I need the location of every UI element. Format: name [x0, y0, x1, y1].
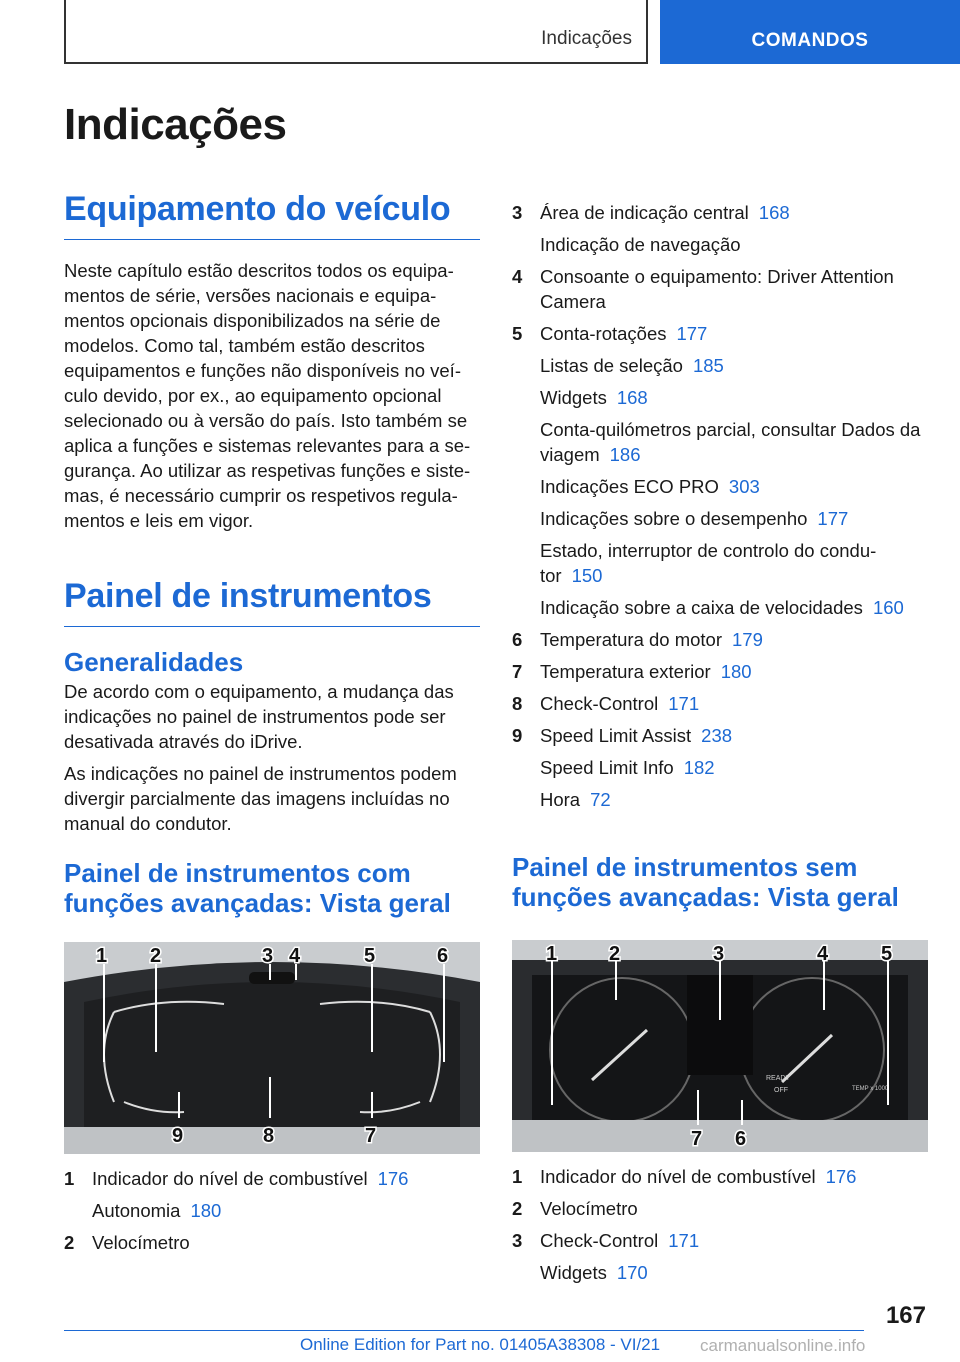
page-number: 167: [885, 1302, 926, 1329]
list-item-text: Indicação de navegação: [540, 234, 741, 255]
fig2-label: 2: [609, 943, 621, 965]
page-ref-link[interactable]: 185: [692, 355, 724, 376]
cluster-basic-illustration: [512, 940, 928, 1152]
list-item-text: Listas de seleção: [540, 355, 683, 376]
fig1-label: 6: [437, 945, 449, 967]
list-item-text: Speed Limit Info: [540, 757, 674, 778]
general-paragraph-1: De acordo com o equipamento, a mudança das indicações no painel de instrumentos pode ser desativada através do iDrive.: [64, 681, 454, 752]
list-item-text: Widgets: [540, 387, 607, 408]
list-item-number: [512, 417, 540, 467]
list-item-text: Speed Limit Assist: [540, 725, 692, 746]
fig1-label: 4: [289, 945, 301, 967]
list-item-number: [512, 353, 540, 378]
list-item-text: Estado, interruptor de controlo do condutor: [540, 540, 877, 586]
legend-list-basic: [512, 1164, 928, 1285]
header-chapter-tab[interactable]: [660, 0, 960, 64]
left-column: [64, 190, 480, 1255]
general-paragraph-2: As indicações no painel de instrumentos podem divergir parcialmente das imagens incluídas no manual do condutor.: [64, 763, 457, 834]
fig2-label: 3: [713, 943, 725, 965]
page-ref-link[interactable]: 171: [668, 693, 700, 714]
fig2-text-temp: TEMP x 1000: [852, 1086, 889, 1092]
list-item: [512, 755, 928, 780]
subheading-basic-overview: Painel de instrumentos sem funções avançadas: Vista geral: [512, 852, 899, 912]
list-item-number: [512, 1260, 540, 1285]
list-item-number: 1: [512, 1166, 523, 1187]
list-item-text: Widgets: [540, 1262, 607, 1283]
list-item-number: [512, 232, 540, 257]
list-item: [512, 264, 928, 314]
list-item-number: [512, 506, 540, 531]
page-ref-link[interactable]: 170: [616, 1262, 648, 1283]
page-ref-link[interactable]: 150: [571, 565, 603, 586]
list-item-number: 8: [512, 693, 523, 714]
list-item: [512, 474, 928, 499]
fig1-label: 1: [96, 945, 108, 967]
watermark: carmanualsonline.info: [700, 1336, 866, 1355]
list-item: [512, 787, 928, 812]
list-item: [512, 417, 928, 467]
list-item-text: Indicador do nível de combustível: [540, 1166, 816, 1187]
list-item-text: Temperatura do motor: [540, 629, 723, 650]
page-ref-link[interactable]: 177: [676, 323, 708, 344]
list-item-number: [512, 538, 540, 588]
list-item-text: Hora: [540, 789, 581, 810]
instrument-cluster-advanced-figure: [64, 942, 480, 1154]
page-ref-link[interactable]: 182: [683, 757, 715, 778]
list-item-text: Check-Control: [540, 693, 659, 714]
page-ref-link[interactable]: 171: [668, 1230, 700, 1251]
legend-list-advanced: [64, 1166, 480, 1255]
fig1-label: 5: [364, 945, 376, 967]
list-item: [512, 538, 928, 588]
instrument-cluster-basic-figure: [512, 940, 928, 1152]
subheading-advanced-overview: Painel de instrumentos com funções avançadas: Vista geral: [64, 858, 451, 918]
list-item-text: Área de indicação central: [540, 202, 749, 223]
fig1-label: 9: [172, 1125, 184, 1147]
page-ref-link[interactable]: 180: [720, 661, 752, 682]
fig2-label: 1: [546, 943, 558, 965]
list-item: [512, 506, 928, 531]
fig2-text-ready: READY: [766, 1075, 791, 1082]
fig2-label: 5: [881, 943, 893, 965]
list-item-number: 2: [512, 1198, 523, 1219]
list-item-number: [512, 385, 540, 410]
list-item-number: [512, 595, 540, 620]
list-item-text: Consoante o equipamento: Driver Attention Camera: [540, 266, 894, 312]
list-item-text: Velocímetro: [540, 1198, 638, 1219]
list-item: Autonomia 180: [92, 1200, 222, 1221]
list-item: 1 Indicador do nível de combustível 176: [64, 1168, 409, 1189]
list-item-text: Indicações ECO PRO: [540, 476, 719, 497]
list-item: [512, 353, 928, 378]
page-ref-link[interactable]: 238: [701, 725, 733, 746]
header-section-label: Indicações: [541, 28, 632, 49]
list-item-number: 9: [512, 725, 523, 746]
list-item: [512, 723, 928, 748]
list-item: [512, 595, 928, 620]
list-item: [512, 659, 928, 684]
list-item-number: 5: [512, 323, 523, 344]
page-ref-link[interactable]: 72: [590, 789, 611, 810]
list-item: [512, 321, 928, 346]
list-item-number: 3: [512, 1230, 523, 1251]
footer-edition: Online Edition for Part no. 01405A38308 - VI/21: [300, 1335, 661, 1354]
list-item-number: [512, 755, 540, 780]
fig1-label: 7: [365, 1125, 377, 1147]
fig2-label: 4: [817, 943, 829, 965]
section-heading-equipment: Equipamento do veículo: [64, 190, 480, 240]
fig1-label: 2: [150, 945, 162, 967]
page-ref-link[interactable]: 186: [609, 444, 641, 465]
list-item-number: 7: [512, 661, 523, 682]
list-item: [512, 385, 928, 410]
list-item-text: Conta-rotações: [540, 323, 667, 344]
page-title: Indicações: [64, 100, 287, 149]
equipment-paragraph: Neste capítulo estão descritos todos os equipamentos de série, versões nacionais e equipamentos opcionais disponibilizados na série de modelos. Como tal, também estão descritos equipamentos e funções não disponíveis no veículo devido, por ex., ao equipamento opcional selecionado ou à versão do país. Isto também se aplica a funções e sistemas relevantes para a segurança. Ao utilizar as respetivas funções e sistemas, é necessário cumprir os respetivos regulamentos e leis em vigor.: [64, 260, 471, 531]
fig2-label: 6: [735, 1128, 747, 1150]
cluster-advanced-illustration: [64, 942, 480, 1154]
list-item: [512, 1164, 928, 1189]
list-item: [512, 1196, 928, 1221]
list-item: [512, 691, 928, 716]
footer-divider: [64, 1330, 864, 1331]
list-item-text: Temperatura exterior: [540, 661, 711, 682]
page-ref-link[interactable]: 179: [732, 629, 763, 650]
fig2-label: 7: [691, 1128, 703, 1150]
list-item: 2 Velocímetro: [64, 1232, 190, 1253]
list-item: [512, 200, 928, 225]
page-ref-link[interactable]: 303: [728, 476, 760, 497]
header-chapter-label: COMANDOS: [751, 30, 869, 51]
fig2-text-off: OFF: [774, 1087, 788, 1094]
list-item: [512, 232, 928, 257]
list-item: [512, 627, 928, 652]
page-ref-link[interactable]: 176: [825, 1166, 857, 1187]
page-ref-link[interactable]: 177: [817, 508, 849, 529]
list-item: [512, 1228, 928, 1253]
legend-list-continued: [512, 200, 928, 812]
list-item-number: 3: [512, 202, 523, 223]
list-item-text: Indicações sobre o desempenho: [540, 508, 808, 529]
right-column: [512, 200, 928, 1285]
page-ref-link[interactable]: 168: [758, 202, 790, 223]
list-item-text: Check-Control: [540, 1230, 659, 1251]
fig1-label: 8: [263, 1125, 275, 1147]
list-item-text: Indicação sobre a caixa de velocidades: [540, 597, 863, 618]
page-ref-link[interactable]: 176: [377, 1168, 409, 1189]
header-section-tab: [64, 0, 648, 64]
page-ref-link[interactable]: 168: [616, 387, 648, 408]
list-item-number: 4: [512, 266, 523, 287]
list-item-number: [512, 787, 540, 812]
list-item: [512, 1260, 928, 1285]
page-ref-link[interactable]: 180: [190, 1200, 222, 1221]
list-item-number: [512, 474, 540, 499]
fig1-label: 3: [262, 945, 274, 967]
section-heading-instrument-panel: Painel de instrumentos: [64, 577, 480, 627]
list-item-number: 6: [512, 629, 523, 650]
list-item-text: Conta-quilómetros parcial, consultar Dados da viagem: [540, 419, 921, 465]
subheading-general: Generalidades: [64, 647, 244, 677]
page-ref-link[interactable]: 160: [872, 597, 904, 618]
